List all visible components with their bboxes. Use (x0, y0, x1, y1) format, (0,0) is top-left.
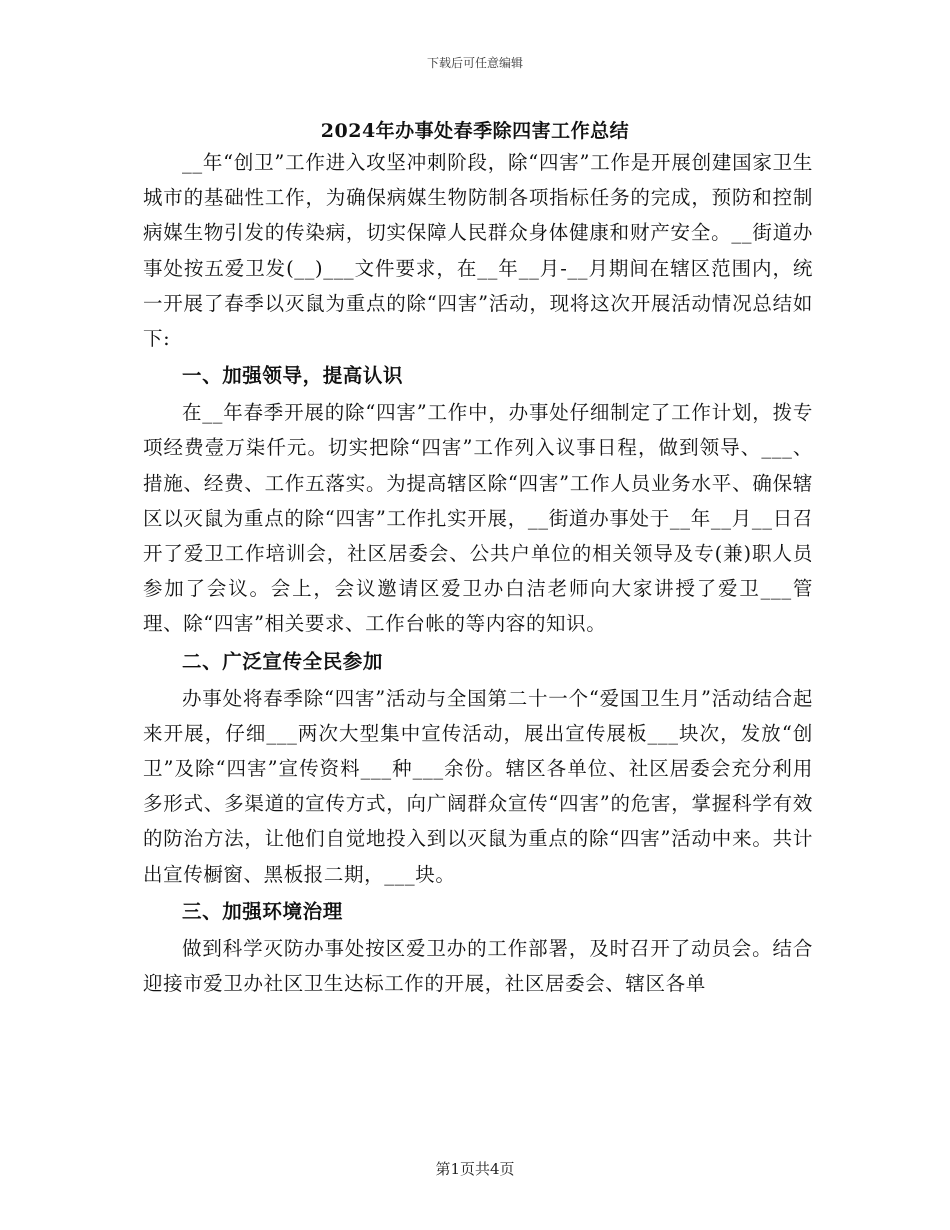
section-heading-2: 二、广泛宣传全民参加 (182, 649, 384, 673)
page-number-footer: 第1页共4页 (435, 1160, 515, 1178)
section-heading-3: 三、加强环境治理 (182, 899, 343, 923)
section-heading-1: 一、加强领导，提高认识 (182, 364, 404, 388)
section-paragraph-1: 在__年春季开展的除“四害”工作中，办事处仔细制定了工作计划，拨专项经费壹万柒仟元。切实把除“四害”工作列入议事日程，做到领导、___、措施、经费、工作五落实。为提高辖区除“四害”工作人员业务水平、确保辖区以灭鼠为重点的除“四害”工作扎实开展，__街道办事处于__年__月__日召开了爱卫工作培训会，社区居委会、公共户单位的相关领导及专(兼)职人员参加了会议。会上，会议邀请区爱卫办白洁老师向大家讲授了爱卫___管理、除“四害”相关要求、工作台帐的等内容的知识。 (143, 401, 813, 636)
document-body (143, 145, 813, 1001)
document-title: 2024年办事处春季除四害工作总结 (320, 120, 630, 142)
section-paragraph-3: 做到科学灭防办事处按区爱卫办的工作部署，及时召开了动员会。结合迎接市爱卫办社区卫生达标工作的开展，社区居委会、辖区各单 (143, 936, 813, 996)
section-paragraph-2: 办事处将春季除“四害”活动与全国第二十一个“爱国卫生月”活动结合起来开展，仔细___两次大型集中宣传活动，展出宣传展板___块次，发放“创卫”及除“四害”宣传资料___种___余份。辖区各单位、社区居委会充分利用多形式、多渠道的宣传方式，向广阔群众宣传“四害”的危害，掌握科学有效的防治方法，让他们自觉地投入到以灭鼠为重点的除“四害”活动中来。共计出宣传橱窗、黑板报二期，___块。 (143, 686, 813, 886)
header-note: 下载后可任意编辑 (426, 56, 523, 70)
intro-paragraph: __年“创卫”工作进入攻坚冲刺阶段，除“四害”工作是开展创建国家卫生城市的基础性工作，为确保病媒生物防制各项指标任务的完成，预防和控制病媒生物引发的传染病，切实保障人民群众身体健康和财产安全。__街道办事处按五爱卫发(__)___文件要求，在__年__月-__月期间在辖区范围内，统一开展了春季以灭鼠为重点的除“四害”活动，现将这次开展活动情况总结如下: (143, 151, 813, 351)
